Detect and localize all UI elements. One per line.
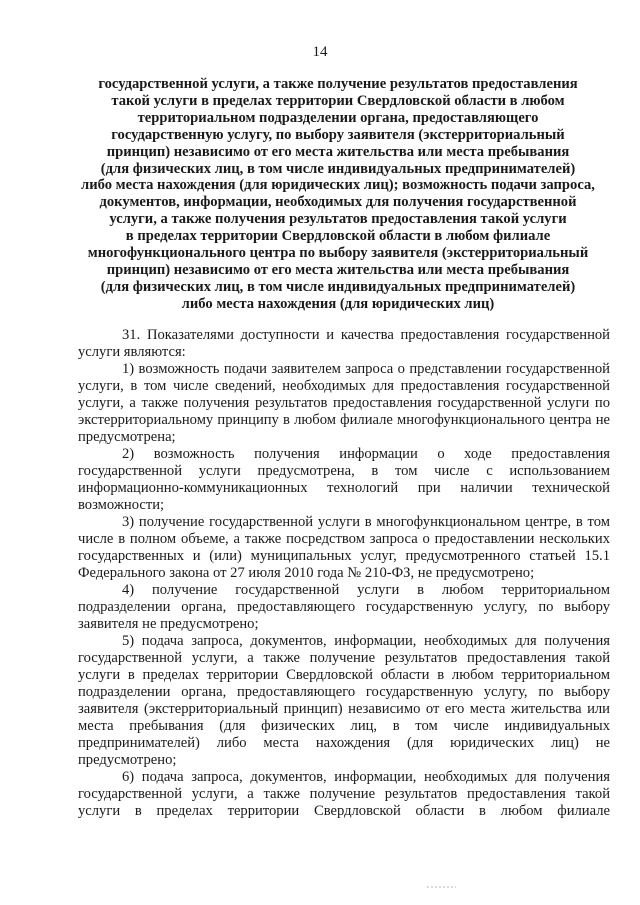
list-item-3: 3) получение государственной услуги в многофункциональном центре, в том числе в полном объеме, а также посредством запроса о предоставлении нескольких государственных и (или) муниципальных услуг, предусмотренного статьей 15.1 Федерального закона от 27 июля 2010 года № 210-ФЗ, не предусмотрено; <box>78 514 610 581</box>
heading-line: такой услуги в пределах территории Свердловской области в любом <box>111 92 565 109</box>
page-number: 14 <box>312 44 328 60</box>
list-item-1: 1) возможность подачи заявителем запроса о представлении государственной услуги, в том числе сведений, необходимых для предоставления государственной услуги, а также получения результатов предоставления государственной услуги по экстерриториальному принципу в любом филиале многофункционального центра не предусмотрена; <box>78 361 610 445</box>
heading-line: территориальном подразделении органа, предоставляющего <box>137 109 539 126</box>
section-heading <box>78 76 598 313</box>
document-body <box>78 327 610 820</box>
heading-line: в пределах территории Свердловской области в любом филиале <box>125 228 551 245</box>
heading-line: многофункционального центра по выбору заявителя (экстерриториальный <box>87 245 589 262</box>
list-item-5: 5) подача запроса, документов, информации, необходимых для получения государственной услуги, а также получение результатов предоставления такой услуги в пределах территории Свердловской области в любом территориальном подразделении органа, предоставляющего государственную услугу, по выбору заявителя (экстерриториальный принцип) независимо от его места жительства или места пребывания (для физических лиц, в том числе индивидуальных предпринимателей) либо места нахождения (для юридических лиц) не предусмотрено; <box>78 633 610 768</box>
list-item-6: 6) подача запроса, документов, информации, необходимых для получения государственной услуги, а также получение результатов предоставления такой услуги в пределах территории Свердловской области в любом филиале <box>78 769 610 819</box>
heading-line: документов, информации, необходимых для получения государственной <box>99 194 577 211</box>
scan-artifact <box>426 886 456 888</box>
heading-line: государственную услугу, по выбору заявителя (экстерриториальный <box>111 126 565 143</box>
heading-line: принцип) независимо от его места жительства или места пребывания <box>106 143 570 160</box>
list-item-2: 2) возможность получения информации о ходе предоставления государственной услуги предусмотрена, в том числе с использованием информационно-коммуникационных технологий при наличии технической возможности; <box>78 446 610 513</box>
heading-line: государственной услуги, а также получение результатов предоставления <box>98 76 578 92</box>
heading-line: принцип) независимо от его места жительства или места пребывания <box>106 261 570 278</box>
heading-line: (для физических лиц, в том числе индивидуальных предпринимателей) <box>100 160 576 177</box>
list-item-4: 4) получение государственной услуги в любом территориальном подразделении органа, предоставляющего государственную услугу, по выбору заявителя не предусмотрено; <box>78 582 610 632</box>
paragraph-31-intro: 31. Показателями доступности и качества предоставления государственной услуги являются: <box>78 327 610 360</box>
heading-line: услуги, а также получения результатов предоставления такой услуги <box>109 211 567 228</box>
heading-line: либо места нахождения (для юридических лиц) <box>181 295 495 312</box>
heading-line: либо места нахождения (для юридических лиц); возможность подачи запроса, <box>81 177 595 194</box>
heading-line: (для физических лиц, в том числе индивидуальных предпринимателей) <box>100 278 576 295</box>
